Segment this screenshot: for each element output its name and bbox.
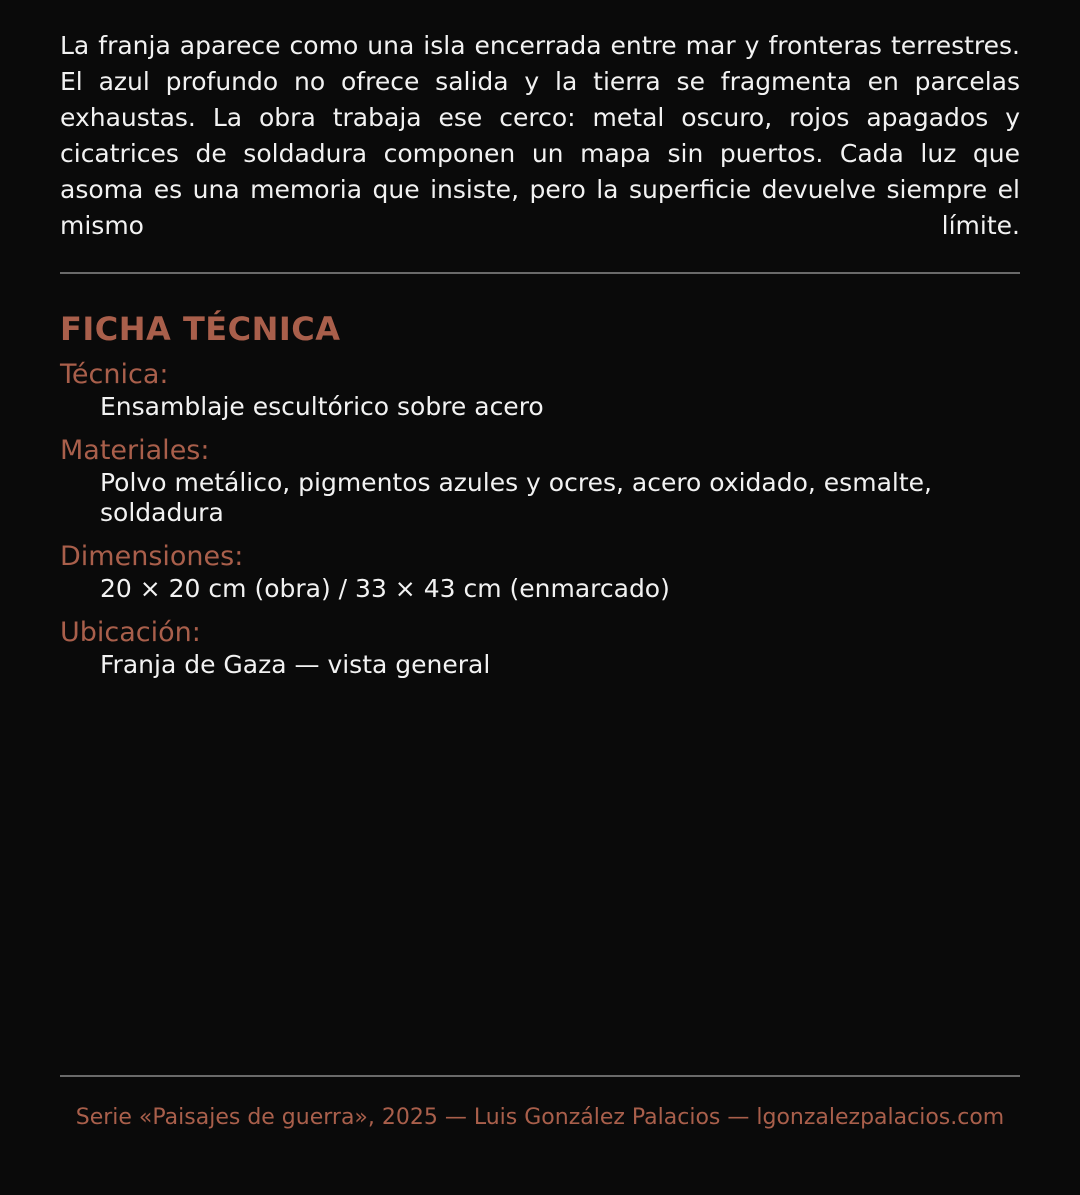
spec-value: Franja de Gaza — vista general (100, 650, 491, 679)
spec-label: Ubicación: (60, 617, 201, 648)
spec-materials (60, 434, 1050, 528)
footer-credit: Serie «Paisajes de guerra», 2025 — Luis González Palacios — lgonzalezpalacios.com (75, 1105, 1005, 1130)
spec-label: Materiales: (60, 435, 210, 466)
top-divider (60, 272, 1020, 274)
tech-specs (60, 358, 1050, 692)
section-title: FICHA TÉCNICA (60, 310, 341, 348)
spec-dimensions (60, 540, 1050, 604)
spec-location (60, 616, 1050, 680)
spec-technique (60, 358, 1050, 422)
spec-value: 20 × 20 cm (obra) / 33 × 43 cm (enmarcado) (100, 574, 670, 603)
spec-label: Dimensiones: (60, 541, 244, 572)
spec-value: Ensamblaje escultórico sobre acero (100, 392, 544, 421)
spec-label: Técnica: (60, 359, 169, 390)
bottom-divider (60, 1075, 1020, 1077)
artwork-description: La franja aparece como una isla encerrada entre mar y fronteras terrestres. El azul profundo no ofrece salida y la tierra se fragmenta en parcelas exhaustas. La obra trabaja ese cerco: metal oscuro, rojos apagados y cicatrices de soldadura componen un mapa sin puertos. Cada luz que asoma es una memoria que insiste, pero la superficie devuelve siempre el mismo límite. (60, 31, 1020, 240)
spec-value: Polvo metálico, pigmentos azules y ocres, acero oxidado, esmalte, soldadura (100, 468, 932, 527)
